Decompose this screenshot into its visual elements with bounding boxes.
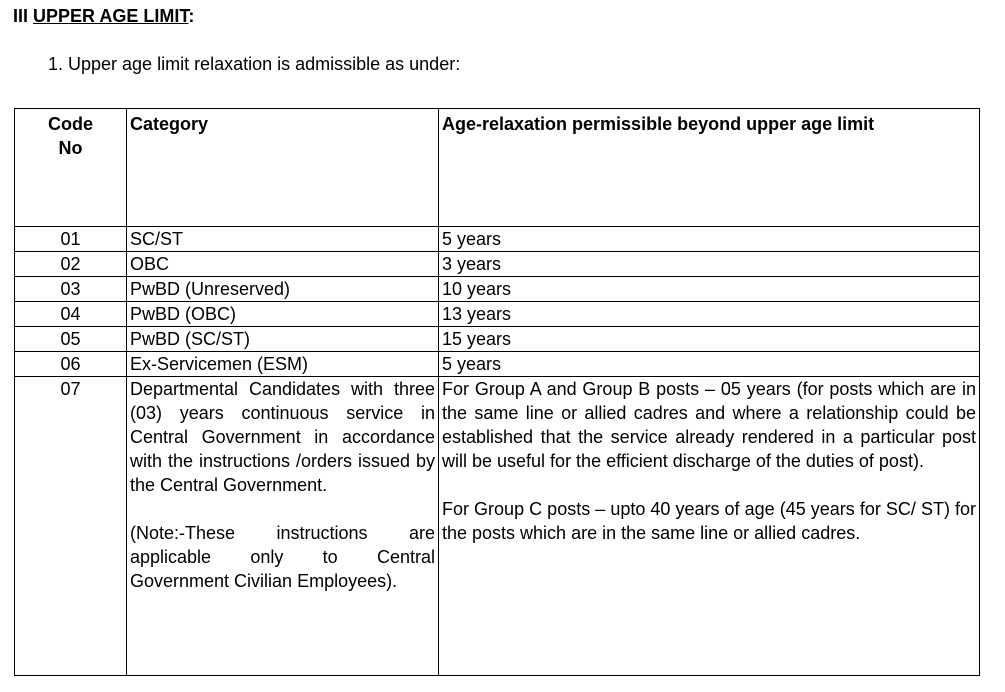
relaxation-group-c-text: For Group C posts – upto 40 years of age (45 years for SC/ ST) for the posts which are in the same line or allied cadres. [442,499,976,543]
cell-category: SC/ST [127,227,439,252]
header-category: Category [127,109,439,227]
table-header-row [15,109,980,227]
section-colon: : [188,6,195,26]
cell-relaxation: 10 years [439,277,980,302]
section-heading [13,6,194,27]
cell-relaxation: 5 years [439,227,980,252]
cell-category: PwBD (OBC) [127,302,439,327]
cell-code: 05 [15,327,127,352]
relaxation-group-ab-text: For Group A and Group B posts – 05 years (for posts which are in the same line or allied cadres and where a relationship could be established that the service already rendered in a particular post will be useful for the efficient discharge of the duties of post). [442,379,976,471]
table-row [15,227,980,252]
cell-code: 01 [15,227,127,252]
cell-relaxation: 13 years [439,302,980,327]
table-row [15,327,980,352]
cell-code: 07 [15,377,127,676]
cell-code: 04 [15,302,127,327]
table-row [15,277,980,302]
cell-relaxation: 3 years [439,252,980,277]
table-row-departmental [15,377,980,676]
cell-code: 03 [15,277,127,302]
cell-code: 06 [15,352,127,377]
cell-category: OBC [127,252,439,277]
cell-relaxation-departmental [439,377,980,676]
table-row [15,302,980,327]
age-relaxation-table [14,108,980,676]
header-code-no: Code No [15,109,127,227]
cell-code: 02 [15,252,127,277]
intro-text: 1. Upper age limit relaxation is admissible as under: [48,54,461,74]
category-main-text: Departmental Candidates with three (03) years continuous service in Central Government in accordance with the instructions /orders issued by the Central Government. [130,379,435,495]
cell-category: PwBD (Unreserved) [127,277,439,302]
section-title: UPPER AGE LIMIT [33,6,189,26]
table-row [15,352,980,377]
category-note-text: (Note:-These instructions are applicable only to Central Government Civilian Employees). [130,523,435,591]
cell-relaxation: 5 years [439,352,980,377]
section-number: III [13,6,29,26]
cell-category-departmental [127,377,439,676]
cell-category: PwBD (SC/ST) [127,327,439,352]
header-relaxation: Age-relaxation permissible beyond upper age limit [439,109,980,227]
table-row [15,252,980,277]
cell-relaxation: 15 years [439,327,980,352]
cell-category: Ex-Servicemen (ESM) [127,352,439,377]
